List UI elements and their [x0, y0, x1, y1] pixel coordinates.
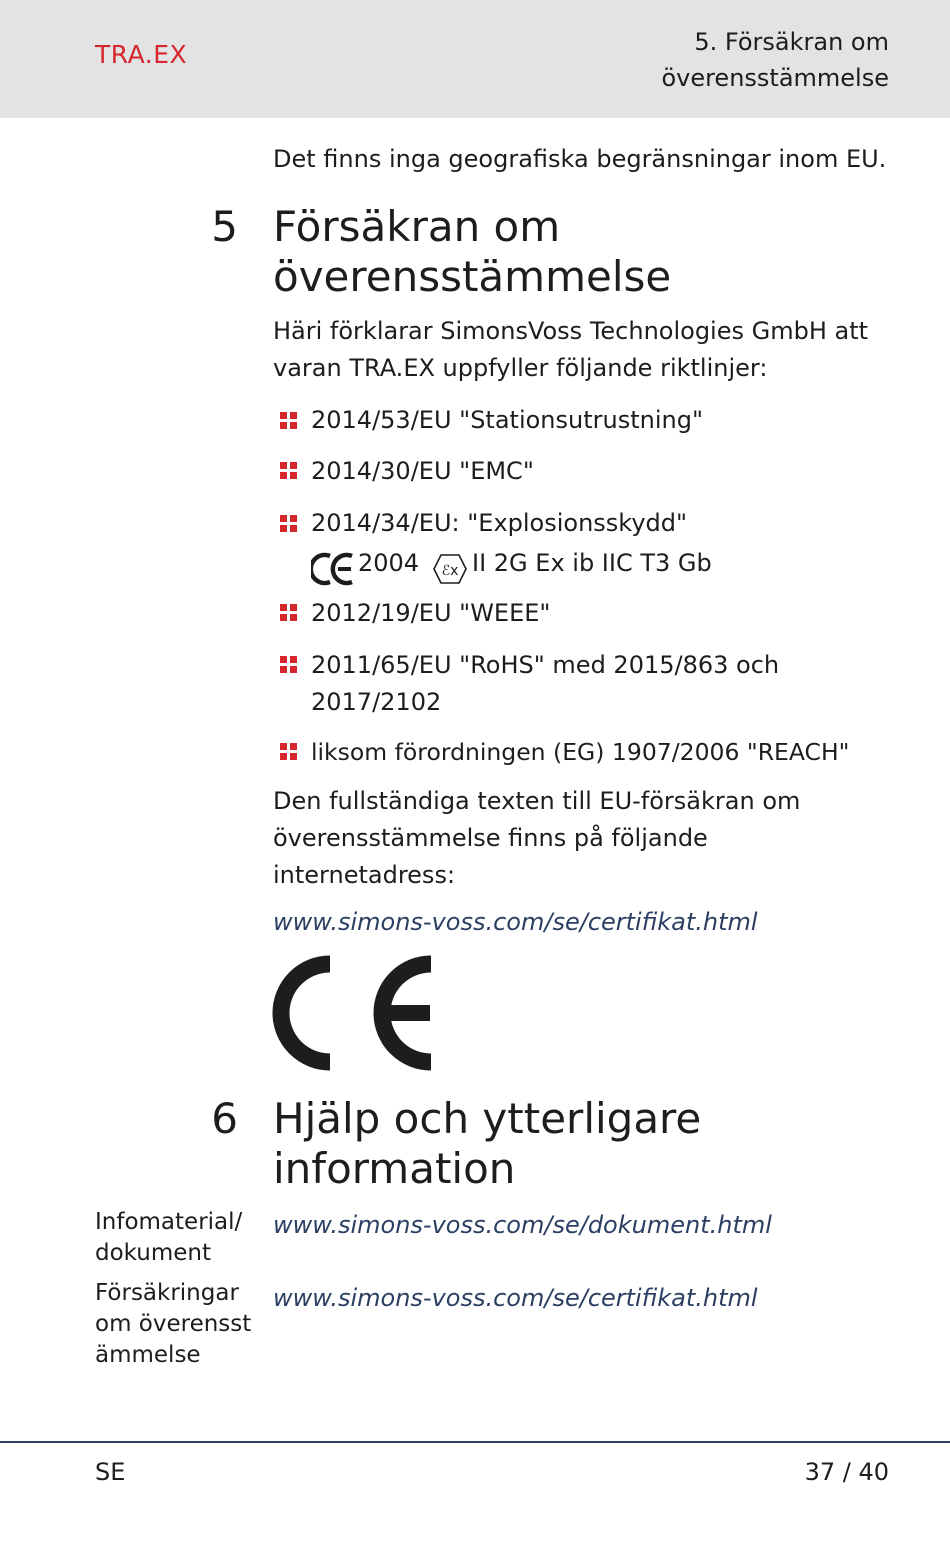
section-6-title-line2: information [273, 1144, 516, 1193]
certificate-link[interactable]: www.simons-voss.com/se/certifikat.html [273, 908, 758, 936]
page-header [0, 0, 950, 118]
directive-text: 2011/65/EU "RoHS" med 2015/863 och 2017/2102 [311, 651, 780, 716]
section-5-title-line1: Försäkran om [273, 202, 561, 251]
intro-text: Det finns inga geografiska begränsningar inom EU. [273, 145, 887, 173]
bullet-icon [280, 462, 297, 479]
running-title-line2: överensstämmelse [661, 64, 889, 92]
bullet-icon [280, 743, 297, 760]
directive-text: 2014/53/EU "Stationsutrustning" [311, 406, 703, 434]
brand-name: TRA.EX [95, 40, 188, 69]
section-5-number: 5 [211, 202, 238, 251]
documents-link[interactable]: www.simons-voss.com/se/dokument.html [273, 1211, 772, 1239]
atex-year: 2004 [358, 549, 420, 577]
footer-divider [0, 1441, 950, 1443]
full-text-note: Den fullständiga texten till EU-försäkran om överensstämmelse finns på följande internetadress: [273, 787, 801, 889]
declaration-text: Häri förklarar SimonsVoss Technologies GmbH att varan TRA.EX uppfyller följande riktlinjer: [273, 317, 869, 382]
directive-text: 2014/30/EU "EMC" [311, 457, 534, 485]
ce-small-icon [311, 551, 357, 587]
section-6-number: 6 [211, 1094, 238, 1143]
section-5-title-line2: överensstämmelse [273, 252, 672, 301]
section-5-title [273, 202, 893, 302]
bullet-icon [280, 515, 297, 532]
row-label: Försäkringar om överensstämmelse [95, 1280, 252, 1368]
directive-text: liksom förordningen (EG) 1907/2006 "REACH" [311, 738, 850, 766]
bullet-icon [280, 604, 297, 621]
row-label: Infomaterial/ dokument [95, 1209, 243, 1266]
section-6-title-line1: Hjälp och ytterligare [273, 1094, 702, 1143]
atex-marking-text: II 2G Ex ib IIC T3 Gb [472, 549, 712, 577]
bullet-icon [280, 412, 297, 429]
certificates-link[interactable]: www.simons-voss.com/se/certifikat.html [273, 1284, 758, 1312]
footer-language: SE [95, 1458, 126, 1486]
ex-hexagon-icon [432, 553, 468, 585]
ce-mark-icon [272, 952, 444, 1074]
running-title-line1: 5. Försäkran om [694, 28, 889, 56]
bullet-icon [280, 656, 297, 673]
directive-text: 2014/34/EU: "Explosionsskydd" [311, 509, 688, 537]
directive-text: 2012/19/EU "WEEE" [311, 599, 551, 627]
svg-text:ℰx: ℰx [441, 563, 459, 579]
running-title [529, 24, 889, 96]
page-number: 37 / 40 [804, 1458, 889, 1486]
section-6-title [273, 1094, 893, 1194]
